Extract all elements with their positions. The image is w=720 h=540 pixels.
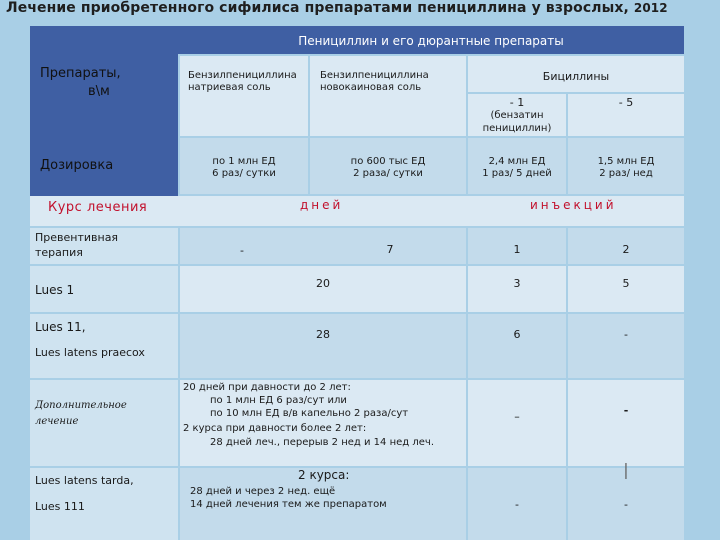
dosage-novocaine-line2: 2 раза/ сутки: [353, 168, 423, 179]
drug-bic5: - 5: [618, 96, 634, 109]
additional-line3: по 10 млн ЕД в/в капельно 2 раза/сут: [210, 408, 409, 419]
label-course: Курс лечения: [48, 200, 148, 215]
tarda-line1: 2 курса:: [298, 468, 350, 482]
row-additional-bic5: [568, 380, 684, 466]
lues2-bic5: -: [624, 328, 628, 341]
drug-bic1-line1: - 1: [509, 96, 525, 109]
dosage-bic1-line1: 2,4 млн ЕД: [488, 156, 546, 167]
drug-bic1-line2: (бензатин: [490, 110, 544, 121]
tarda-bic1: -: [515, 498, 519, 511]
additional-bic1: –: [514, 410, 520, 423]
preventive-sodium: -: [240, 244, 244, 257]
drug-cell-novocaine: [310, 56, 466, 136]
dosage-bic5-line2: 2 раз/ нед: [599, 168, 653, 179]
lues1-bic5: 5: [622, 277, 630, 290]
tarda-line3: 14 дней лечения тем же препаратом: [190, 499, 387, 510]
preventive-bic5: 2: [622, 243, 630, 256]
row-lues2-bic1: [468, 314, 566, 378]
additional-line5: 28 дней леч., перерыв 2 нед и 14 нед леч.: [210, 437, 434, 448]
tarda-line2: 28 дней и через 2 нед. ещё: [190, 486, 336, 497]
drug-bicillins: Бициллины: [542, 70, 610, 83]
lues2-bic1: 6: [513, 328, 521, 341]
tarda-bic5-top: |: [623, 460, 629, 479]
header-group-bar: [178, 26, 684, 54]
row-additional-bic1: [468, 380, 566, 466]
lues2-days: 28: [316, 328, 330, 341]
label-lues1: Lues 1: [35, 283, 75, 297]
label-additional-line1: Дополнительное: [35, 400, 127, 411]
drug-novocaine-line2: новокаиновая соль: [320, 82, 422, 93]
drug-novocaine-line1: Бензилпенициллина: [320, 70, 429, 81]
drug-bic1-line3: пенициллин): [482, 123, 552, 134]
slide-title: [6, 0, 718, 20]
additional-line1: 20 дней при давности до 2 лет:: [183, 382, 351, 393]
additional-bic5: -: [623, 404, 629, 417]
title-year: 2012: [633, 1, 668, 15]
label-lues2: Lues 11,: [35, 320, 86, 334]
label-preventive-line2: терапия: [35, 246, 83, 259]
additional-line2: по 1 млн ЕД 6 раз/сут или: [210, 395, 347, 406]
lues1-days: 20: [316, 277, 330, 290]
drug-cell-sodium: [180, 56, 308, 136]
drug-sodium-line2: натриевая соль: [188, 82, 271, 93]
preventive-bic1: 1: [513, 243, 521, 256]
course-unit-injections: инъекций: [530, 198, 617, 212]
dosage-sodium-line1: по 1 млн ЕД: [212, 156, 276, 167]
header-group-title: Пенициллин и его дюрантные препараты: [298, 34, 564, 48]
lues1-bic1: 3: [513, 277, 521, 290]
drug-sodium-line1: Бензилпенициллина: [188, 70, 297, 81]
label-drugs: Препараты,: [40, 66, 121, 81]
dosage-sodium-line2: 6 раз/ сутки: [212, 168, 276, 179]
label-preventive-line1: Превентивная: [35, 231, 119, 244]
label-additional-line2: лечение: [35, 416, 79, 427]
label-lues3: Lues 111: [35, 500, 85, 513]
title-text: Лечение приобретенного сифилиса препаратами пенициллина у взрослых,: [6, 0, 629, 16]
dosage-bic5-line1: 1,5 млн ЕД: [597, 156, 655, 167]
label-dosage: Дозировка: [40, 158, 114, 173]
additional-line4: 2 курса при давности более 2 лет:: [183, 423, 367, 434]
preventive-novocaine: 7: [386, 243, 394, 256]
row-lues2-content: [180, 314, 466, 378]
tarda-bic5: -: [624, 498, 628, 511]
dosage-novocaine-line1: по 600 тыс ЕД: [350, 156, 426, 167]
label-drugs-route: в\м: [88, 84, 110, 99]
row-lues2-bic5: [568, 314, 684, 378]
label-lues-praecox: Lues latens praecox: [35, 346, 145, 359]
dosage-bic1-line2: 1 раз/ 5 дней: [482, 168, 552, 179]
label-lues-tarda: Lues latens tarda,: [35, 474, 134, 487]
course-unit-days: дней: [300, 198, 344, 212]
